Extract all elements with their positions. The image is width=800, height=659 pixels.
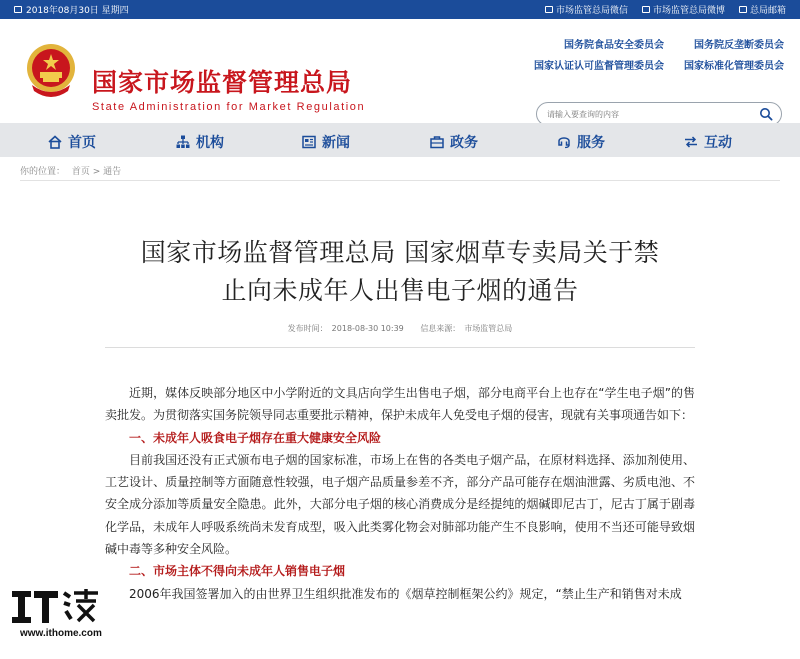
service-icon: [557, 135, 571, 149]
site-name-en: State Administration for Market Regulation: [92, 101, 366, 113]
org-chart-icon: [176, 135, 190, 149]
nav-item-interact[interactable]: 互动: [684, 132, 732, 152]
nav-item-org[interactable]: 机构: [176, 132, 224, 152]
mail-icon: [739, 6, 747, 13]
source-value: 市场监管总局: [464, 324, 513, 333]
partner-link[interactable]: 国家标准化管理委员会: [684, 61, 784, 72]
partner-links: [524, 36, 784, 72]
watermark-url: www.ithome.com: [20, 628, 102, 639]
section-heading: 二、市场主体不得向未成年人销售电子烟: [129, 564, 346, 579]
main-nav: [0, 123, 800, 157]
paragraph: 近期，媒体反映部分地区中小学附近的文具店向学生出售电子烟，部分电商平台上也存在“学生电子烟”的售卖批发。为贯彻落实国务院领导同志重要批示精神，保护未成年人免受电子烟的侵害，现就有关事项通告如下：: [105, 386, 695, 423]
national-emblem-icon: [24, 41, 78, 101]
paragraph: 2006年我国签署加入的由世界卫生组织批准发布的《烟草控制框架公约》规定，“禁止生产和销售对未成: [129, 586, 682, 601]
article-meta: [0, 323, 800, 334]
calendar-icon: [14, 6, 22, 13]
interact-icon: [684, 135, 698, 149]
date-text: 2018年08月30日 星期四: [26, 6, 129, 16]
partner-link[interactable]: 国务院食品安全委员会: [564, 40, 664, 51]
wechat-link[interactable]: 市场监管总局微信: [545, 3, 628, 16]
publish-date-label: 发布时间：: [287, 324, 328, 333]
title-line: 国家市场监督管理总局 国家烟草专卖局关于禁: [140, 238, 660, 267]
divider: [20, 180, 780, 181]
nav-item-news[interactable]: 新闻: [302, 132, 350, 152]
home-icon: [48, 135, 62, 149]
site-header: [0, 19, 800, 123]
breadcrumb-prefix: 你的位置：: [20, 167, 66, 177]
article-title: [100, 234, 700, 310]
title-line: 止向未成年人出售电子烟的通告: [221, 276, 579, 305]
source-label: 信息来源：: [420, 324, 461, 333]
breadcrumb-path[interactable]: 首页 > 通告: [71, 167, 122, 177]
section-heading: 一、未成年人吸食电子烟存在重大健康安全风险: [129, 430, 382, 445]
divider: [105, 347, 695, 348]
article-body: [105, 382, 695, 605]
partner-link[interactable]: 国务院反垄断委员会: [694, 40, 784, 51]
date-display: [14, 3, 129, 16]
publish-date: 2018-08-30 10:39: [331, 324, 404, 333]
news-icon: [302, 135, 316, 149]
nav-item-home[interactable]: 首页: [48, 132, 96, 152]
affairs-icon: [430, 135, 444, 149]
search-input[interactable]: [547, 110, 759, 119]
nav-item-service[interactable]: 服务: [557, 132, 605, 152]
breadcrumb: [20, 164, 125, 177]
nav-item-affairs[interactable]: 政务: [430, 132, 478, 152]
partner-link[interactable]: 国家认证认可监督管理委员会: [534, 61, 664, 72]
paragraph: 目前我国还没有正式颁布电子烟的国家标准，市场上在售的各类电子烟产品，在原材料选择、添加剂使用、工艺设计、质量控制等方面随意性较强，电子烟产品质量参差不齐，部分产品可能存在烟油泄露、劣质电池、不安全成分添加等质量安全隐患。此外，大部分电子烟的核心消费成分是经提纯的烟碱即尼古丁，尼古丁属于剧毒化学品，未成年人呼吸系统尚未发育成型，吸入此类雾化物会对肺部功能产生不良影响，使用不当还可能导致烟碱中毒等多种安全风险。: [105, 452, 695, 557]
phone-icon: [642, 6, 650, 13]
search-icon[interactable]: [759, 107, 773, 121]
phone-icon: [545, 6, 553, 13]
weibo-link[interactable]: 市场监管总局微博: [642, 3, 725, 16]
email-link[interactable]: 总局邮箱: [739, 3, 786, 16]
top-bar: [0, 0, 800, 19]
site-name-cn[interactable]: 国家市场监督管理总局: [92, 68, 353, 97]
